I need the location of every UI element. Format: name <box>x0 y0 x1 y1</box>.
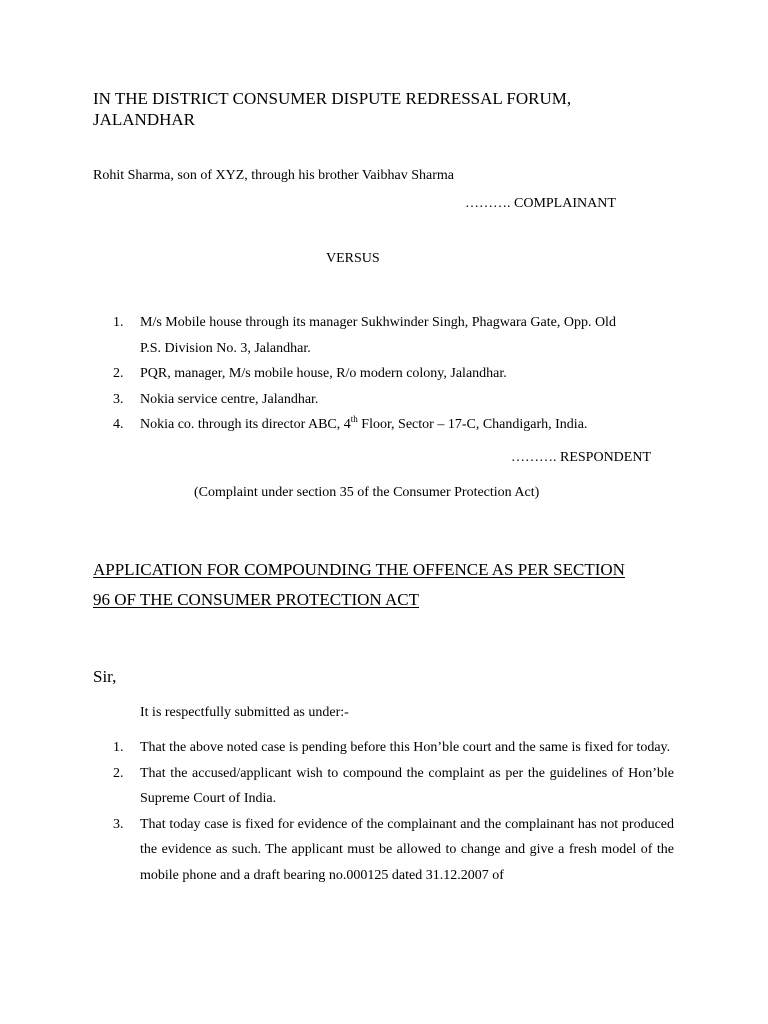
list-number: 1. <box>113 315 124 330</box>
list-number: 4. <box>113 417 124 432</box>
ordinal-suffix: th <box>350 414 358 424</box>
respondent-text-line: Nokia service centre, Jalandhar. <box>140 391 319 407</box>
respondent-text-line: PQR, manager, M/s mobile house, R/o modern colony, Jalandhar. <box>140 366 507 381</box>
list-number: 3. <box>113 391 124 407</box>
respondent-text-part: Nokia co. through its director ABC, 4 <box>140 417 351 432</box>
respondent-item <box>113 310 680 361</box>
application-title-line1: APPLICATION FOR COMPOUNDING THE OFFENCE AS PER SECTION <box>93 560 625 579</box>
list-number: 2. <box>113 366 124 381</box>
respondent-text-line <box>140 412 680 438</box>
forum-heading-line1: IN THE DISTRICT CONSUMER DISPUTE REDRESSAL FORUM, <box>93 89 572 108</box>
respondent-list <box>113 310 680 438</box>
respondent-text-line: P.S. Division No. 3, Jalandhar. <box>140 340 311 356</box>
submission-item <box>113 735 674 761</box>
respondent-text-line: M/s Mobile house through its manager Sukhwinder Singh, Phagwara Gate, Opp. Old <box>140 315 616 330</box>
respondent-item <box>113 361 680 387</box>
complaint-note: (Complaint under section 35 of the Consumer Protection Act) <box>194 485 540 500</box>
intro-text: It is respectfully submitted as under:- <box>140 705 349 720</box>
submission-list <box>113 735 674 888</box>
respondent-item <box>113 412 680 438</box>
submission-item <box>113 812 674 889</box>
list-number: 1. <box>113 740 124 755</box>
complainant-label: ………. COMPLAINANT <box>465 196 616 211</box>
list-number: 2. <box>113 765 124 781</box>
forum-heading-line2: JALANDHAR <box>93 110 195 129</box>
respondent-item <box>113 387 680 413</box>
submission-text: That today case is fixed for evidence of the complainant and the complainant has not produced the evidence as such. The applicant must be allowed to change and give a fresh model of the mobile phone and a draft bearing no.000125 dated 31.12.2007 of <box>140 816 674 883</box>
salutation: Sir, <box>93 667 117 686</box>
respondent-text-part: Floor, Sector – 17-C, Chandigarh, India. <box>357 417 588 432</box>
respondent-label: ………. RESPONDENT <box>511 450 652 465</box>
application-title-line2: 96 OF THE CONSUMER PROTECTION ACT <box>93 590 420 609</box>
versus-label: VERSUS <box>326 251 380 266</box>
submission-item <box>113 761 674 812</box>
complainant-name: Rohit Sharma, son of XYZ, through his brother Vaibhav Sharma <box>93 168 454 183</box>
submission-text: That the above noted case is pending before this Hon’ble court and the same is fixed for today. <box>140 740 671 755</box>
list-number: 3. <box>113 816 124 832</box>
submission-text: That the accused/applicant wish to compound the complaint as per the guidelines of Hon’ble Supreme Court of India. <box>140 765 674 806</box>
